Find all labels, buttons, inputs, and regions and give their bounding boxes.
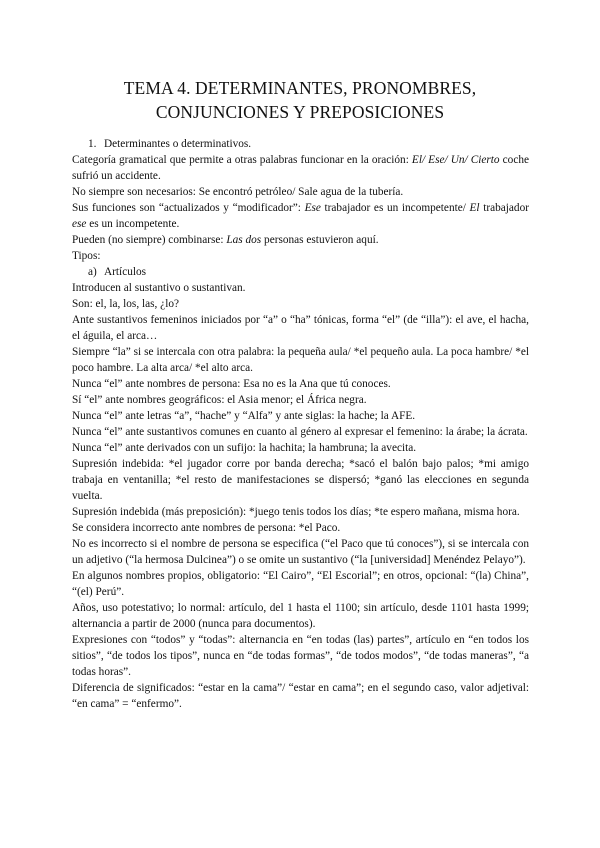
paragraph: Diferencia de significados: “estar en la cama”/ “estar en cama”; en el segundo caso, valor adjetival: “en cama” = “enfermo”. [72, 682, 529, 710]
paragraph: Nunca “el” ante nombres de persona: Esa no es la Ana que tú conoces. [72, 378, 391, 390]
title-line-1: TEMA 4. DETERMINANTES, PRONOMBRES, [123, 78, 477, 98]
subsection-number: a) [88, 266, 97, 278]
paragraph-categoria: Categoría gramatical que permite a otras palabras funcionar en la oración: El/ Ese/ Un/ Cierto coche sufrió un accidente. [72, 154, 530, 182]
paragraph: Nunca “el” ante derivados con un sufijo: la hachita; la hambruna; la avecita. [72, 442, 417, 454]
document-body [72, 136, 529, 712]
paragraph: Se considera incorrecto ante nombres de persona: *el Paco. [72, 522, 341, 534]
subsection-heading-a [72, 264, 529, 280]
title-line-2: CONJUNCIONES Y PREPOSICIONES [155, 102, 445, 122]
paragraph-combinarse: Pueden (no siempre) combinarse: Las dos personas estuvieron aquí. [72, 234, 379, 246]
paragraph: En algunos nombres propios, obligatorio: “El Cairo”, “El Escorial”; en otros, opcional: “(la) China”, “(el) Perú”. [72, 570, 529, 598]
italic-examples: El/ Ese/ Un/ Cierto [411, 154, 500, 166]
paragraph: Expresiones con “todos” y “todas”: alternancia en “en todas (las) partes”, artículo en “en todos los sitios”, “de todos los tipos”, nunca en “de todas formas”, “de todos modos”, “de todas maneras”, “a todas horas”. [72, 634, 529, 678]
paragraph: Supresión indebida: *el jugador corre por banda derecha; *sacó el balón bajo palos; *mi amigo trabaja en ventanilla; *el resto de manifestaciones se dispersó; *ganó las elecciones en segunda vuelta. [72, 458, 529, 502]
section-heading-1 [72, 136, 529, 152]
paragraph-no-siempre: No siempre son necesarios: Se encontró petróleo/ Sale agua de la tubería. [72, 186, 404, 198]
paragraph: Nunca “el” ante sustantivos comunes en cuanto al género al expresar el femenino: la árabe; la ácrata. [72, 426, 528, 438]
paragraph-funciones: Sus funciones son “actualizados y “modificador”: Ese trabajador es un incompetente/ El trabajador ese es un incompetente. [72, 202, 529, 230]
document-title [0, 76, 600, 124]
paragraph: No es incorrecto si el nombre de persona se especifica (“el Paco que tú conoces”), si se intercala con un adjetivo (“la hermosa Dulcinea”) o se omite un sustantivo (“la [universidad] Menéndez Pelayo”). [72, 538, 529, 566]
paragraph: Años, uso potestativo; lo normal: artículo, del 1 hasta el 1100; sin artículo, desde 1101 hasta 1999; alternancia a partir de 2000 (nunca para documentos). [72, 602, 529, 630]
paragraph: Sí “el” ante nombres geográficos: el Asia menor; el África negra. [72, 394, 367, 406]
section-number: 1. [88, 138, 97, 150]
paragraph: Nunca “el” ante letras “a”, “hache” y “Alfa” y ante siglas: la hache; la AFE. [72, 410, 416, 422]
section-label: Determinantes o determinativos. [104, 138, 252, 150]
paragraph-tipos: Tipos: [72, 250, 101, 262]
paragraph: Son: el, la, los, las, ¿lo? [72, 298, 179, 310]
paragraph: Supresión indebida (más preposición): *juego tenis todos los días; *te espero mañana, misma hora. [72, 506, 520, 518]
paragraph: Siempre “la” si se intercala con otra palabra: la pequeña aula/ *el pequeño aula. La poca hambre/ *el poco hambre. La alta arca/ *el alto arca. [72, 346, 529, 374]
paragraph: Ante sustantivos femeninos iniciados por “a” o “ha” tónicas, forma “el” (de “illa”): el ave, el hacha, el águila, el arca… [72, 314, 529, 342]
subsection-label: Artículos [104, 266, 147, 278]
paragraph: Introducen al sustantivo o sustantivan. [72, 282, 246, 294]
